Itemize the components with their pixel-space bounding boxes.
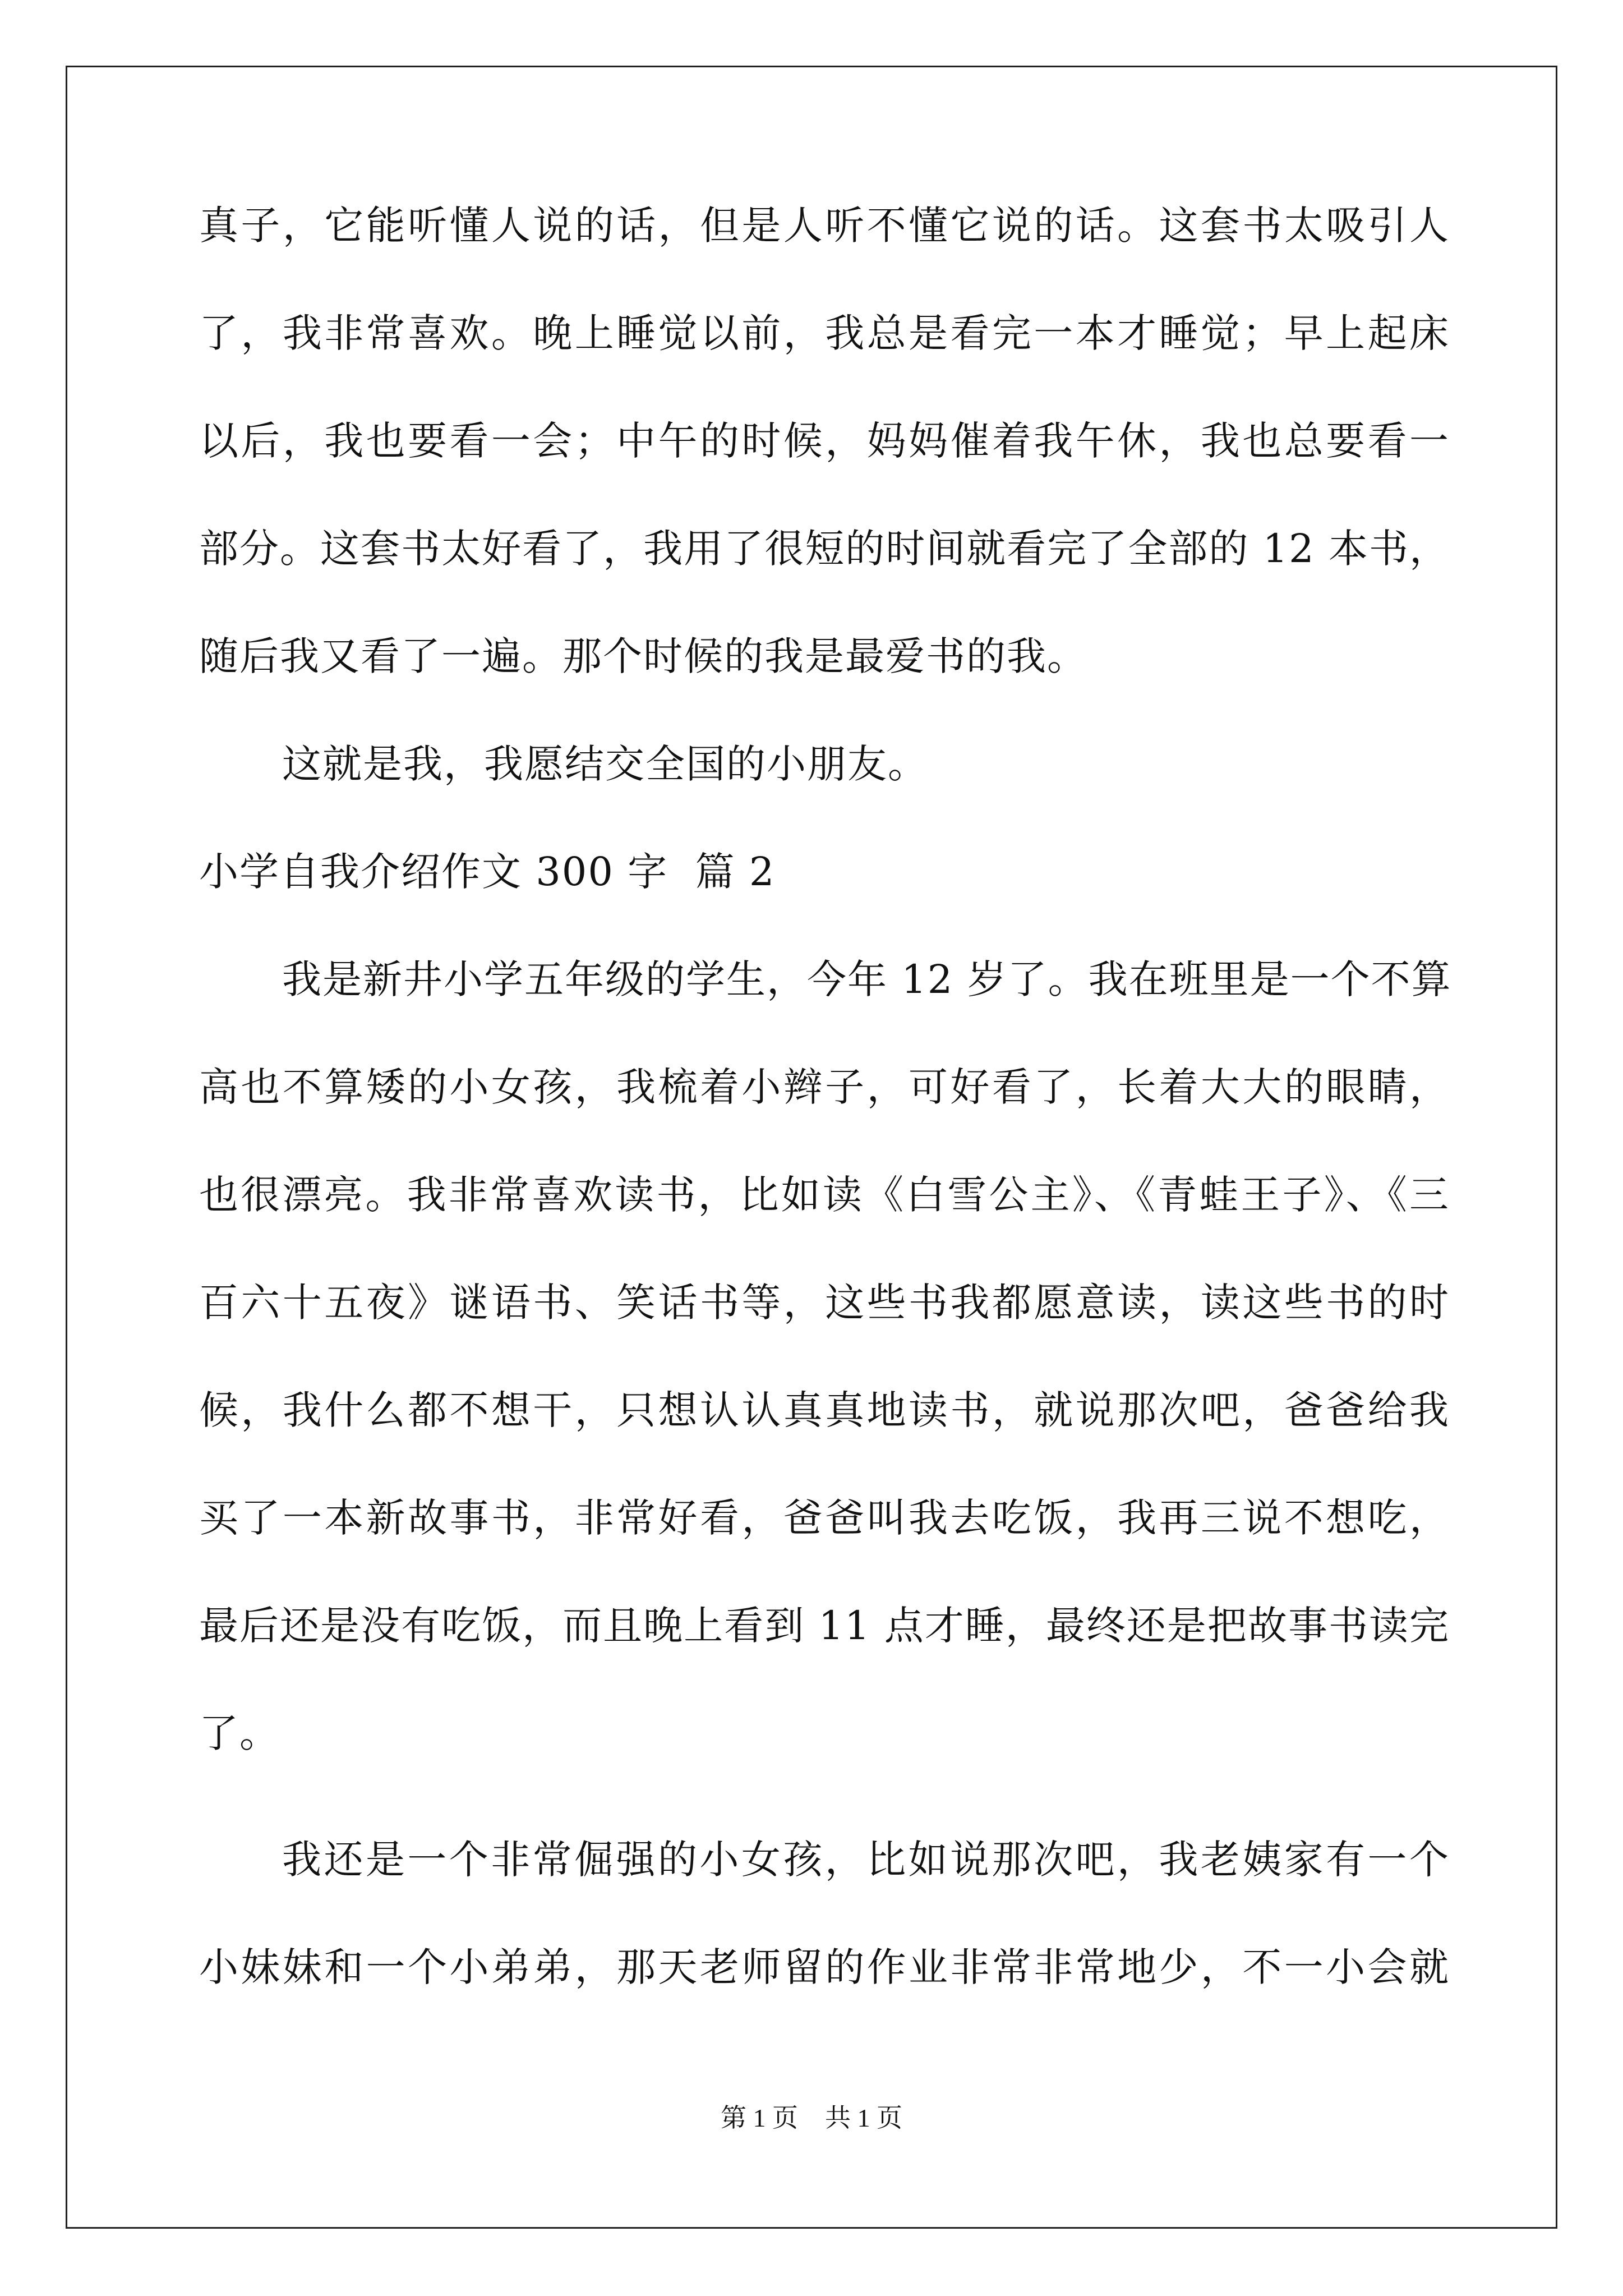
paragraph-line: 我是新井小学五年级的学生，今年 12 岁了。我在班里是一个不算 — [282, 956, 1452, 1002]
paragraph-line: 了。 — [199, 1710, 280, 1756]
paragraph-line: 小妹妹和一个小弟弟，那天老师留的作业非常非常地少，不一小会就 — [199, 1944, 1450, 1990]
paragraph-line: 高也不算矮的小女孩，我梳着小辫子，可好看了，长着大大的眼睛， — [199, 1064, 1450, 1110]
paragraph-line: 这就是我，我愿结交全国的小朋友。 — [282, 741, 928, 787]
paragraph-line: 我还是一个非常倔强的小女孩，比如说那次吧，我老姨家有一个 — [282, 1837, 1450, 1883]
paragraph-line: 百六十五夜》谜语书、笑话书等，这些书我都愿意读，读这些书的时 — [199, 1280, 1450, 1326]
paragraph-line: 以后，我也要看一会；中午的时候，妈妈催着我午休，我也总要看一 — [199, 418, 1450, 464]
page-frame — [66, 66, 1557, 2229]
paragraph-line: 候，我什么都不想干，只想认认真真地读书，就说那次吧，爸爸给我 — [199, 1387, 1450, 1433]
page-total: 共 1 页 — [825, 2104, 902, 2132]
page-number: 第 1 页 — [721, 2104, 798, 2132]
paragraph-line: 最后还是没有吃饭，而且晚上看到 11 点才睡，最终还是把故事书读完 — [199, 1603, 1450, 1649]
paragraph-line: 买了一本新故事书，非常好看，爸爸叫我去吃饭，我再三说不想吃， — [199, 1495, 1450, 1541]
paragraph-line: 也很漂亮。我非常喜欢读书，比如读《白雪公主》、《青蛙王子》、《三 — [199, 1172, 1450, 1218]
paragraph-line: 了，我非常喜欢。晚上睡觉以前，我总是看完一本才睡觉；早上起床 — [199, 310, 1450, 356]
paragraph-line: 部分。这套书太好看了，我用了很短的时间就看完了全部的 12 本书， — [199, 526, 1450, 572]
page-footer — [0, 2101, 1623, 2135]
paragraph-line: 随后我又看了一遍。那个时候的我是最爱书的我。 — [199, 633, 1087, 679]
paragraph-line: 真子，它能听懂人说的话，但是人听不懂它说的话。这套书太吸引人 — [199, 203, 1450, 249]
section-heading: 小学自我介绍作文 300 字 篇 2 — [199, 849, 776, 895]
